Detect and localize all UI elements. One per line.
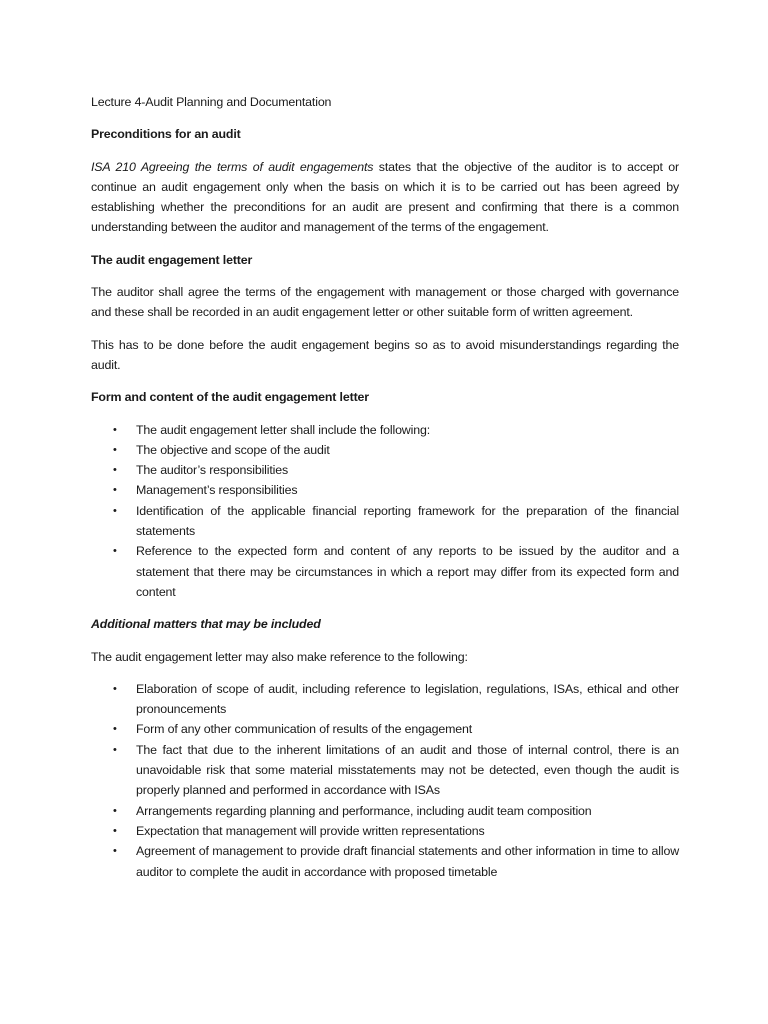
list-item-text: The auditor’s responsibilities <box>136 463 289 478</box>
bullet-icon: • <box>113 682 117 695</box>
list-item-text: Elaboration of scope of audit, including reference to legislation, regulations, ISAs, ethical and other pronouncements <box>136 681 679 717</box>
bullet-icon: • <box>113 464 117 477</box>
list-item <box>91 841 679 882</box>
additional-matters-intro: The audit engagement letter may also make reference to the following: <box>91 649 468 664</box>
additional-matters-list <box>91 679 679 882</box>
section-heading-engagement-letter: The audit engagement letter <box>91 252 253 267</box>
bullet-icon: • <box>113 423 117 436</box>
section-heading-form-content: Form and content of the audit engagement letter <box>91 390 369 405</box>
list-item-text: The audit engagement letter shall include the following: <box>136 422 430 437</box>
document-title: Lecture 4-Audit Planning and Documentation <box>91 95 332 109</box>
list-item <box>91 501 679 542</box>
list-item-text: Management’s responsibilities <box>136 483 298 498</box>
bullet-icon: • <box>113 804 117 817</box>
list-item <box>91 821 679 841</box>
engagement-letter-paragraph-2: This has to be done before the audit engagement begins so as to avoid misunderstandings regarding the audit. <box>91 337 679 372</box>
list-item <box>91 719 679 739</box>
list-item <box>91 440 679 460</box>
bullet-icon: • <box>113 504 117 517</box>
bullet-icon: • <box>113 443 117 456</box>
section-heading-preconditions: Preconditions for an audit <box>91 127 241 142</box>
bullet-icon: • <box>113 545 117 558</box>
list-item-text: Agreement of management to provide draft financial statements and other information in time to allow auditor to complete the audit in accordance with proposed timetable <box>136 844 679 879</box>
list-item <box>91 801 679 821</box>
list-item-text: Arrangements regarding planning and performance, including audit team composition <box>136 803 592 818</box>
list-item <box>91 420 679 440</box>
form-content-list <box>91 420 679 603</box>
list-item-text: Reference to the expected form and content of any reports to be issued by the auditor and a statement that there may be circumstances in which a report may differ from its expected form and content <box>136 544 679 599</box>
section-heading-additional-matters: Additional matters that may be included <box>91 617 321 632</box>
bullet-icon: • <box>113 845 117 858</box>
list-item <box>91 480 679 500</box>
bullet-icon: • <box>113 824 117 837</box>
isa210-paragraph <box>91 157 679 238</box>
list-item-text: The fact that due to the inherent limitations of an audit and those of internal control, there is an unavoidable risk that some material misstatements may not be detected, even though the audit is properly planned and performed in accordance with ISAs <box>136 742 679 798</box>
list-item <box>91 460 679 480</box>
isa210-paragraph-text: states that the objective of the auditor is to accept or continue an audit engagement only when the basis on which it is to be carried out has been agreed by establishing whether the preconditions for an audit are present and confirming that there is a common understanding between the auditor and management of the terms of the engagement. <box>91 159 679 235</box>
engagement-letter-paragraph-1: The auditor shall agree the terms of the engagement with management or those charged with governance and these shall be recorded in an audit engagement letter or other suitable form of written agreement. <box>91 285 679 320</box>
list-item <box>91 740 679 801</box>
bullet-icon: • <box>113 743 117 756</box>
bullet-icon: • <box>113 723 117 736</box>
list-item-text: Expectation that management will provide written representations <box>136 823 485 838</box>
bullet-icon: • <box>113 484 117 497</box>
list-item <box>91 679 679 720</box>
list-item-text: Identification of the applicable financial reporting framework for the preparation of the financial statements <box>136 503 679 539</box>
isa210-reference: ISA 210 Agreeing the terms of audit engagements <box>91 159 374 174</box>
list-item <box>91 541 679 602</box>
document-page <box>91 92 679 894</box>
list-item-text: Form of any other communication of results of the engagement <box>136 722 473 737</box>
list-item-text: The objective and scope of the audit <box>136 442 330 457</box>
